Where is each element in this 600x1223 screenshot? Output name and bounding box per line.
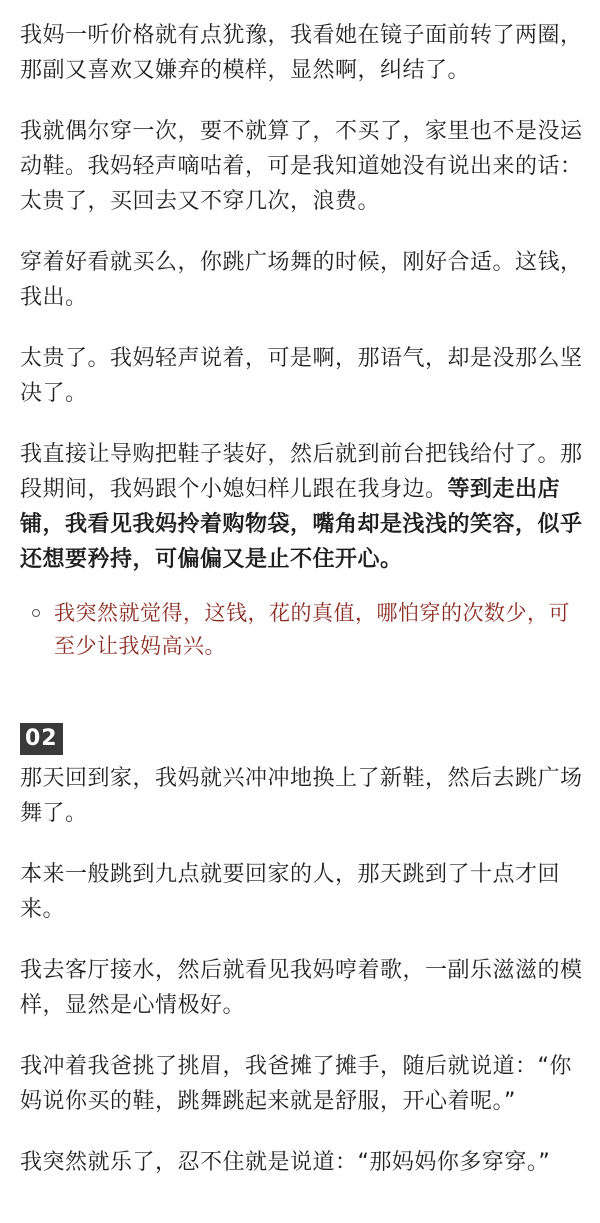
paragraph-bold-text: 等到走出店铺，我看见我妈拎着购物袋，嘴角却是浅浅的笑容，似乎还想要矜持，可偏偏又是止不住开心。 bbox=[20, 477, 583, 572]
paragraph-normal-text: 我直接让导购把鞋子装好，然后就到前台把钱给付了。那段期间，我妈跟个小媳妇样儿跟在我身边。 bbox=[20, 442, 583, 502]
paragraph-dad-says: 我冲着我爸挑了挑眉，我爸摊了摊手，随后就说道：“你妈说你买的鞋，跳舞跳起来就是舒服，开心着呢。” bbox=[20, 1054, 572, 1114]
circle-bullet-icon bbox=[32, 609, 40, 617]
paragraph-mom-murmur: 我就偶尔穿一次，要不就算了，不买了，家里也不是没运动鞋。我妈轻声嘀咕着，可是我知道她没有说出来的话：太贵了，买回去又不穿几次，浪费。 bbox=[20, 119, 583, 214]
section-number-badge: 02 bbox=[20, 723, 63, 755]
paragraph-home-new-shoes: 那天回到家，我妈就兴冲冲地换上了新鞋，然后去跳广场舞了。 bbox=[20, 766, 583, 826]
paragraph-pay-and-leave bbox=[20, 437, 584, 577]
paragraph-wear-more: 我突然就乐了，忍不住就是说道：“那妈妈你多穿穿。” bbox=[20, 1150, 551, 1175]
paragraph-good-mood: 我去客厅接水，然后就看见我妈哼着歌，一副乐滋滋的模样，显然是心情极好。 bbox=[20, 958, 583, 1018]
highlight-list bbox=[20, 597, 584, 663]
paragraph-too-expensive: 太贵了。我妈轻声说着，可是啊，那语气，却是没那么坚决了。 bbox=[20, 346, 583, 406]
paragraph-danced-late: 本来一般跳到九点就要回家的人，那天跳到了十点才回来。 bbox=[20, 862, 561, 922]
highlight-list-item bbox=[20, 597, 584, 663]
paragraph-buy-it: 穿着好看就买么，你跳广场舞的时候，刚好合适。这钱，我出。 bbox=[20, 250, 583, 310]
paragraph-price-hesitation: 我妈一听价格就有点犹豫，我看她在镜子面前转了两圈，那副又喜欢又嫌弃的模样，显然啊，纠结了。 bbox=[20, 23, 583, 83]
highlight-text: 我突然就觉得，这钱，花的真值，哪怕穿的次数少，可至少让我妈高兴。 bbox=[54, 601, 570, 658]
